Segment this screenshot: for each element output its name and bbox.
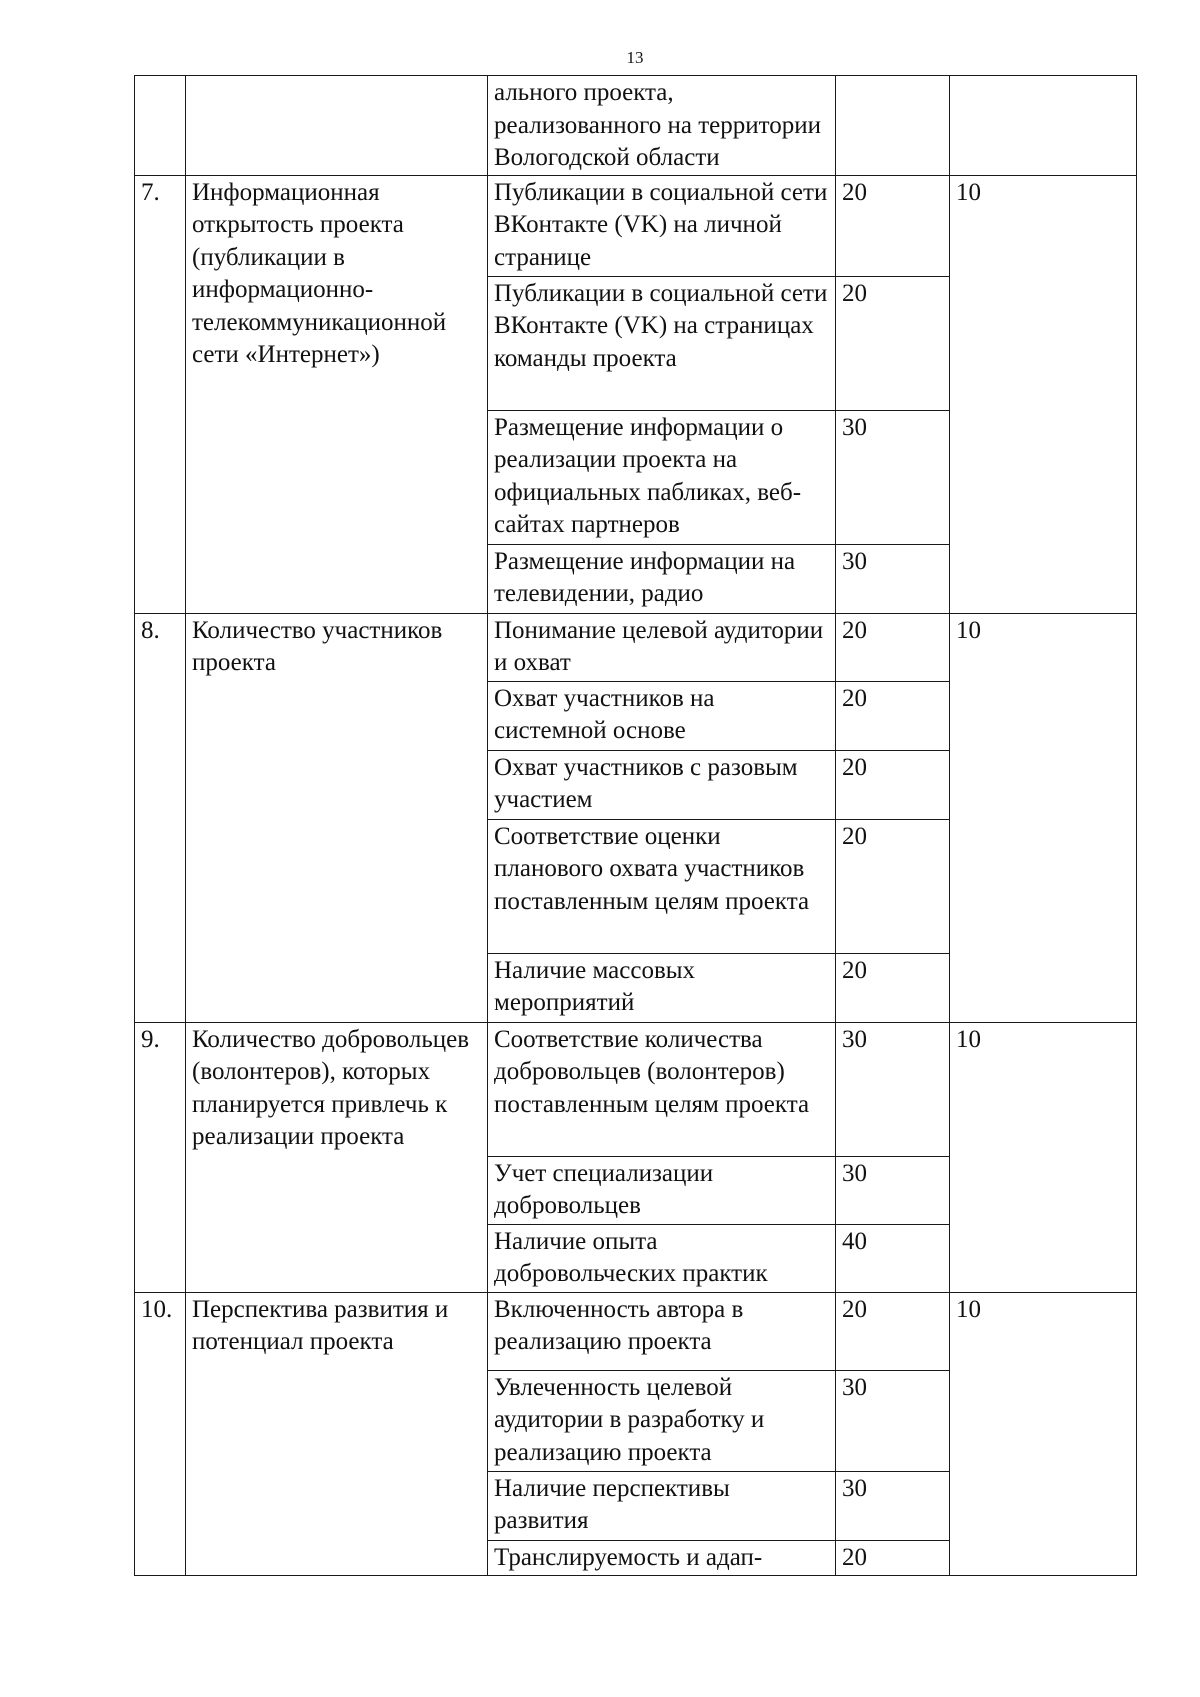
points-cell: 20 [836, 613, 950, 681]
points-cell: 20 [836, 1540, 950, 1575]
indicator-cell: Публикации в социальной сети ВКонтакте (VK) на личной странице [488, 175, 836, 276]
max-points-cell: 10 [950, 1292, 1137, 1575]
indicator-cell: Учет специализации добровольцев [488, 1156, 836, 1224]
points-cell [836, 76, 950, 176]
indicator-cell: Наличие массовых мероприятий [488, 953, 836, 1022]
row-number-cell [135, 76, 186, 176]
row-number-cell: 7. [135, 175, 186, 613]
indicator-cell: Соответствие оценки планового охвата участников поставленным целям проекта [488, 819, 836, 953]
points-cell: 30 [836, 1471, 950, 1540]
points-cell: 40 [836, 1224, 950, 1292]
indicator-cell: Понимание целевой аудитории и охват [488, 613, 836, 681]
points-cell: 30 [836, 1022, 950, 1156]
max-points-cell: 10 [950, 175, 1137, 613]
max-points-cell [950, 76, 1137, 176]
indicator-cell: ального проекта, реализованного на территории Вологодской области [488, 76, 836, 176]
points-cell: 20 [836, 175, 950, 276]
row-number-cell: 8. [135, 613, 186, 1022]
points-cell: 20 [836, 953, 950, 1022]
indicator-cell: Размещение информации на телевидении, радио [488, 544, 836, 613]
indicator-cell: Размещение информации о реализации проекта на официальных пабликах, веб-сайтах партнеров [488, 410, 836, 544]
table-row [135, 1022, 1137, 1156]
points-cell: 30 [836, 1156, 950, 1224]
points-cell: 20 [836, 1292, 950, 1370]
points-cell: 20 [836, 819, 950, 953]
points-cell: 20 [836, 276, 950, 410]
table-row [135, 613, 1137, 681]
points-cell: 30 [836, 410, 950, 544]
indicator-cell: Соответствие количества добровольцев (волонтеров) поставленным целям проекта [488, 1022, 836, 1156]
criteria-table [134, 75, 1137, 1576]
criterion-cell: Количество участников проекта [186, 613, 488, 1022]
table-row [135, 1292, 1137, 1370]
indicator-cell: Транслируемость и адап- [488, 1540, 836, 1575]
row-number-cell: 9. [135, 1022, 186, 1292]
criterion-cell: Количество добровольцев (волонтеров), которых планируется привлечь к реализации проекта [186, 1022, 488, 1292]
points-cell: 30 [836, 1370, 950, 1471]
points-cell: 20 [836, 681, 950, 750]
criterion-cell [186, 76, 488, 176]
criterion-cell: Перспектива развития и потенциал проекта [186, 1292, 488, 1575]
indicator-cell: Публикации в социальной сети ВКонтакте (VK) на страницах команды проекта [488, 276, 836, 410]
max-points-cell: 10 [950, 1022, 1137, 1292]
points-cell: 20 [836, 750, 950, 819]
indicator-cell: Включенность автора в реализацию проекта [488, 1292, 836, 1370]
row-number-cell: 10. [135, 1292, 186, 1575]
indicator-cell: Увлеченность целевой аудитории в разработку и реализацию проекта [488, 1370, 836, 1471]
indicator-cell: Наличие опыта добровольческих практик [488, 1224, 836, 1292]
points-cell: 30 [836, 544, 950, 613]
indicator-cell: Наличие перспективы развития [488, 1471, 836, 1540]
max-points-cell: 10 [950, 613, 1137, 1022]
indicator-cell: Охват участников с разовым участием [488, 750, 836, 819]
criterion-cell: Информационная открытость проекта (публикации в информационно-телекоммуникационной сети «Интернет») [186, 175, 488, 613]
table-row [135, 76, 1137, 176]
indicator-cell: Охват участников на системной основе [488, 681, 836, 750]
page-number: 13 [626, 48, 644, 67]
table-row [135, 175, 1137, 276]
